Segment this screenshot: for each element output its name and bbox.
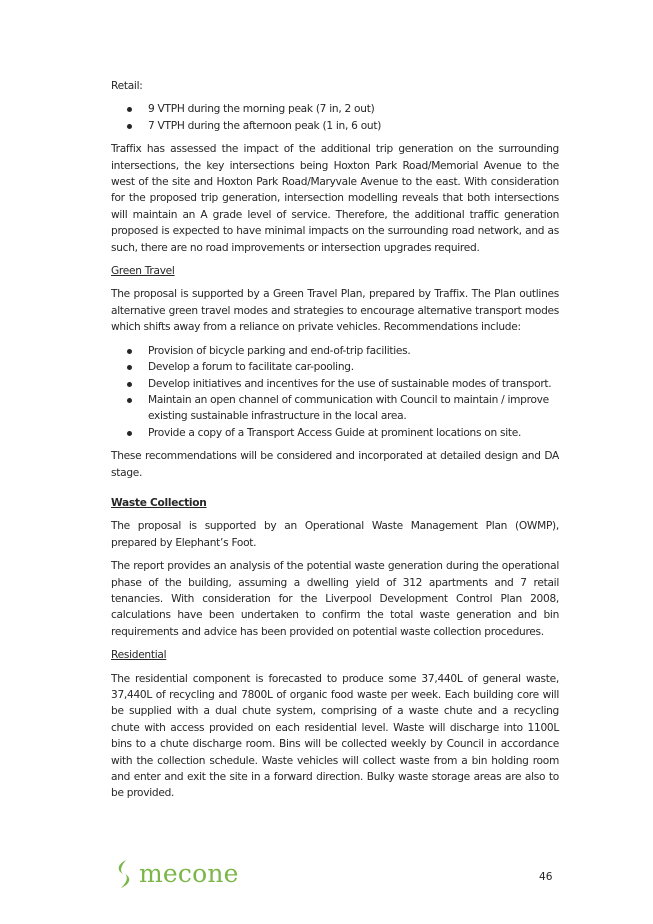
logo-wordmark: mecone xyxy=(139,859,239,888)
residential-paragraph: The residential component is forecasted to produce some 37,440L of general waste, 37,440L of recycling and 7800L of organic food waste per week. Each building core will be supplied with a dual chute system, comprising of a waste chute and a recycling chute with access provided on each residential level. Waste will discharge into 1100L bins to a chute discharge room. Bins will be collected weekly by Council in accordance with the collection schedule. Waste vehicles will collect waste from a bin holding room and enter and exit the site in a forward direction. Bulky waste storage areas are also to be provided. xyxy=(111,672,559,800)
list-item: Maintain an open channel of communication with Council to maintain / improve existing sustainable infrastructure in the local area. xyxy=(111,392,559,425)
list-item: 9 VTPH during the morning peak (7 in, 2 out) xyxy=(111,101,559,117)
residential-heading: Residential xyxy=(111,649,167,662)
waste-collection-heading: Waste Collection xyxy=(111,496,207,509)
retail-label: Retail: xyxy=(111,80,143,92)
leaf-logo-icon xyxy=(113,859,135,889)
green-travel-bullet-list xyxy=(111,343,559,441)
waste-paragraph-owmp: The proposal is supported by an Operational Waste Management Plan (OWMP), prepared by Elephant’s Foot. xyxy=(111,520,559,549)
list-item: 7 VTPH during the afternoon peak (1 in, 6 out) xyxy=(111,118,559,134)
list-item: Develop initiatives and incentives for the use of sustainable modes of transport. xyxy=(111,376,559,392)
footer-logo xyxy=(113,859,239,889)
retail-bullet-list xyxy=(111,101,559,134)
page-content xyxy=(111,78,559,809)
green-travel-closing: These recommendations will be considered and incorporated at detailed design and DA stage. xyxy=(111,450,559,479)
page-number: 46 xyxy=(539,871,553,883)
green-travel-heading: Green Travel xyxy=(111,265,175,278)
traffic-paragraph: Traffix has assessed the impact of the additional trip generation on the surrounding intersections, the key intersections being Hoxton Park Road/Memorial Avenue to the west of the site and Hoxton Park Road/Maryvale Avenue to the east. With consideration for the proposed trip generation, intersection modelling reveals that both intersections will maintain an A grade level of service. Therefore, the additional traffic generation proposed is expected to have minimal impacts on the surrounding road network, and as such, there are no road improvements or intersection upgrades required. xyxy=(111,143,559,254)
list-item: Provision of bicycle parking and end-of-trip facilities. xyxy=(111,343,559,359)
list-item: Provide a copy of a Transport Access Guide at prominent locations on site. xyxy=(111,425,559,441)
waste-paragraph-analysis: The report provides an analysis of the potential waste generation during the operational phase of the building, assuming a dwelling yield of 312 apartments and 7 retail tenancies. With consideration for the Liverpool Development Control Plan 2008, calculations have been undertaken to confirm the total waste generation and bin requirements and advice has been provided on potential waste collection procedures. xyxy=(111,560,559,638)
list-item: Develop a forum to facilitate car-pooling. xyxy=(111,359,559,375)
green-travel-intro: The proposal is supported by a Green Travel Plan, prepared by Traffix. The Plan outlines alternative green travel modes and strategies to encourage alternative transport modes which shifts away from a reliance on private vehicles. Recommendations include: xyxy=(111,288,559,334)
